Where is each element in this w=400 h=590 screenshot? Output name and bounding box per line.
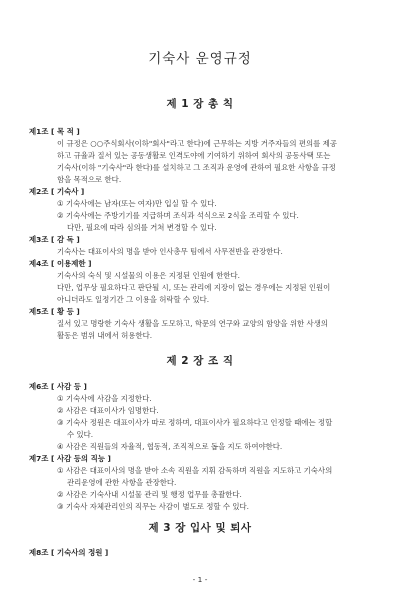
article-4-heading: 제4조 [ 이용제한 ] xyxy=(29,259,92,268)
article-5-line: 활동은 범위 내에서 허용한다. xyxy=(57,331,153,340)
article-7-line: ③ 기숙사 자체관리인의 직무는 사감이 별도로 정할 수 있다. xyxy=(57,502,249,511)
article-4-line: 아니더라도 일정기간 그 이용을 허락할 수 있다. xyxy=(57,295,210,304)
article-6-line: ② 사감은 대표이사가 임명한다. xyxy=(57,406,159,415)
article-1-line: 기숙사(이하 "기숙사"라 한다)를 설치하고 그 조직과 운영에 관하여 필요한 사항을 규정 xyxy=(57,163,336,172)
article-6-line: 수 있다. xyxy=(67,430,94,439)
article-3-line: 기숙사는 대표이사의 명을 받아 인사총무 팀에서 사무전반을 관장한다. xyxy=(57,247,283,256)
article-1-line: 하고 규율과 질서 있는 공동생활로 인격도야에 기여하기 위하여 회사의 공동사택 또는 xyxy=(57,151,331,160)
article-1-heading: 제1조 [ 목 적 ] xyxy=(29,127,80,136)
article-4-line: 다만, 업무상 필요하다고 판단될 시, 또는 관리에 지장이 없는 경우에는 지정된 인원이 xyxy=(57,283,331,292)
article-7-line: ① 사감은 대표이사의 명을 받아 소속 직원을 지휘 감독하며 직원을 지도하고 기숙사의 xyxy=(57,466,333,475)
document-title: 기숙사 운영규정 xyxy=(148,51,252,67)
chapter-2-heading: 제 2 장 조 직 xyxy=(166,355,234,367)
article-1-line: 함을 목적으로 한다. xyxy=(57,175,122,184)
article-2-line: ① 기숙사에는 남자(또는 여자)만 입실 할 수 있다. xyxy=(57,199,217,208)
article-6-line: ④ 사감은 직원들의 자율적, 협동적, 조직적으로 돕을 지도 하여야한다. xyxy=(57,442,283,451)
article-6-line: ③ 기숙사 정원은 대표이사가 따로 정하며, 대표이사가 필요하다고 인정할 때에는 정할 xyxy=(57,418,333,427)
article-1-line: 이 규정은 ○○주식회사(이하"회사"라고 한다)에 근무하는 지방 거주자들의 편의를 제공 xyxy=(57,139,337,148)
chapter-3-heading: 제 3 장 입사 및 퇴사 xyxy=(148,522,252,534)
article-3-heading: 제3조 [ 감 독 ] xyxy=(29,235,80,244)
article-6-line: ① 기숙사에 사감을 지정한다. xyxy=(57,394,152,403)
article-7-heading: 제7조 [ 사감 등의 직능 ] xyxy=(29,454,111,463)
article-6-heading: 제6조 [ 사감 등 ] xyxy=(29,382,87,391)
article-2-line: 다만, 필요에 따라 심의를 거쳐 변경할 수 있다. xyxy=(67,223,217,232)
article-7-line: ② 사감은 기숙사내 시설물 관리 및 행정 업무를 총괄한다. xyxy=(57,490,242,499)
article-8-heading: 제8조 [ 기숙사의 정원 ] xyxy=(29,548,109,557)
article-2-line: ② 기숙사에는 주방기기를 지급하며 조식과 석식으로 2식을 조리할 수 있다. xyxy=(57,211,299,220)
article-7-line: 관리운영에 관한 사항을 관장한다. xyxy=(67,478,177,487)
article-2-heading: 제2조 [ 기숙사 ] xyxy=(29,187,85,196)
article-5-line: 질서 있고 명랑한 기숙사 생활을 도모하고, 학문의 연구와 교양의 함양을 위한 사생의 xyxy=(57,319,328,328)
article-4-line: 기숙사의 숙식 및 시설물의 이용은 지정된 인원에 한한다. xyxy=(57,271,241,280)
chapter-1-heading: 제 1 장 총 칙 xyxy=(166,98,234,110)
page-number: - 1 - xyxy=(192,575,208,584)
article-5-heading: 제5조 [ 황 등 ] xyxy=(29,307,80,316)
